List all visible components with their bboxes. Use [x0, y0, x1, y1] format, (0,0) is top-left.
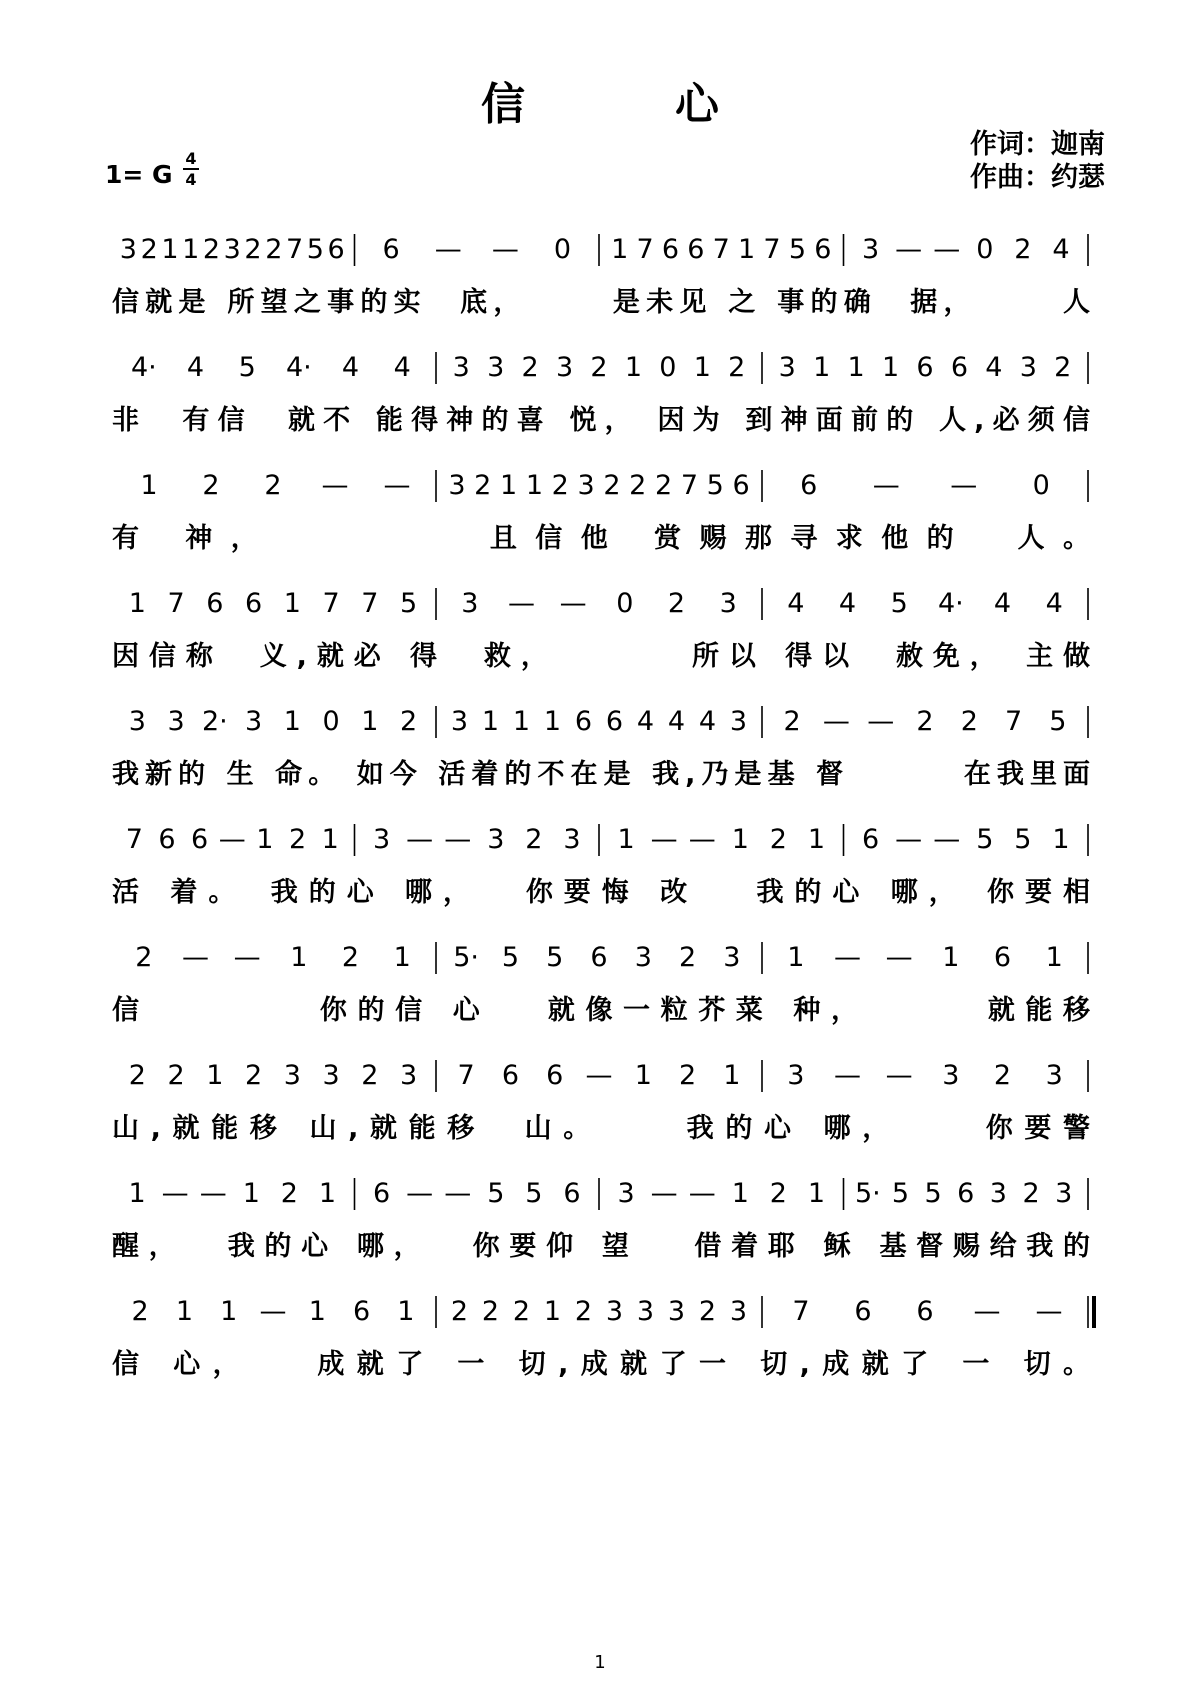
- note: 4: [186, 352, 205, 383]
- note: 2: [361, 1060, 379, 1091]
- note: 6: [546, 1060, 564, 1091]
- note: 2: [960, 706, 978, 737]
- note: 1: [290, 942, 308, 973]
- note: 2: [474, 470, 492, 501]
- note: 1: [256, 824, 274, 855]
- note: 2: [521, 352, 539, 383]
- note: 2: [993, 1060, 1012, 1091]
- note: 5: [400, 588, 418, 619]
- note: 4: [1052, 234, 1070, 265]
- note: 2: [698, 1296, 717, 1327]
- note: 5: [306, 234, 324, 265]
- note: 4·: [937, 588, 964, 619]
- dash-mark: —: [444, 1178, 472, 1209]
- note: 6: [563, 1178, 581, 1209]
- note: 3: [729, 706, 748, 737]
- note: 2: [140, 234, 158, 265]
- dash-mark: —: [199, 1178, 227, 1209]
- note: 5: [1014, 824, 1032, 855]
- note: 1: [738, 234, 756, 265]
- note: 2: [264, 470, 282, 501]
- note: 2: [265, 234, 283, 265]
- note: 4: [838, 588, 857, 619]
- note: 1: [624, 352, 643, 383]
- note: 1: [881, 352, 900, 383]
- lyricist: 作词：迦南: [970, 129, 1105, 160]
- note: 6: [916, 352, 934, 383]
- note: 2: [728, 352, 746, 383]
- note: 0: [976, 234, 994, 265]
- note: 5: [525, 1178, 543, 1209]
- dash-mark: —: [885, 942, 913, 973]
- note: 1: [283, 706, 301, 737]
- note: 1: [321, 824, 339, 855]
- note: 1: [182, 234, 200, 265]
- dash-mark: —: [559, 588, 587, 619]
- note: 3: [719, 588, 737, 619]
- note: 2: [244, 234, 262, 265]
- dash-mark: —: [491, 234, 519, 265]
- note: 2: [783, 706, 801, 737]
- note: 1: [731, 824, 749, 855]
- note: 3: [1055, 1178, 1073, 1209]
- dash-mark: —: [406, 1178, 434, 1209]
- note: 2: [481, 1296, 500, 1327]
- note: 5: [976, 824, 994, 855]
- note: 3: [487, 352, 505, 383]
- note: 3: [778, 352, 796, 383]
- note: 3: [322, 1060, 340, 1091]
- note: 1: [693, 352, 711, 383]
- note: 1: [220, 1296, 238, 1327]
- note: 7: [457, 1060, 475, 1091]
- title-char-2: 心: [675, 79, 719, 130]
- note: 3: [1045, 1060, 1063, 1091]
- note: 3: [461, 588, 479, 619]
- note: 1: [308, 1296, 326, 1327]
- staff-line: [112, 234, 1090, 318]
- note: 3: [167, 706, 185, 737]
- lyric-line: 活 着。 我的心 哪， 你要悔 改 我的心 哪， 你要相: [112, 877, 1090, 908]
- note: 2: [678, 1060, 697, 1091]
- note: 0: [553, 234, 572, 265]
- note: 6: [327, 234, 345, 265]
- note: 6: [957, 1178, 975, 1209]
- note: 6: [814, 234, 832, 265]
- note: 7: [322, 588, 340, 619]
- dash-mark: —: [834, 942, 861, 973]
- note: 6: [245, 588, 263, 619]
- note: 3: [452, 352, 470, 383]
- note: 3: [787, 1060, 805, 1091]
- note: 3: [634, 942, 652, 973]
- note: 6: [854, 1296, 872, 1327]
- dash-mark: —: [933, 824, 961, 855]
- note: 3: [119, 234, 137, 265]
- note: 2: [512, 1296, 531, 1327]
- note: 6: [206, 588, 224, 619]
- dash-mark: —: [233, 942, 261, 973]
- note: 1: [942, 942, 960, 973]
- lyric-line: 我新的 生 命。 如今 活着的不在是 我,乃是基 督 在我里面: [112, 759, 1090, 790]
- dash-mark: —: [218, 824, 246, 855]
- note: 6: [800, 470, 818, 501]
- note: 1: [807, 1178, 826, 1209]
- dash-mark: —: [508, 588, 535, 619]
- note: 3: [667, 1296, 686, 1327]
- staff-line: [112, 470, 1090, 554]
- note: 5: [788, 234, 807, 265]
- note: 3: [942, 1060, 960, 1091]
- note: 2: [167, 1060, 185, 1091]
- note: 2: [551, 470, 569, 501]
- dash-mark: —: [872, 470, 900, 501]
- dash-mark: —: [444, 824, 472, 855]
- note: 1: [206, 1060, 224, 1091]
- note: 2: [135, 942, 153, 973]
- note: 3: [605, 1296, 624, 1327]
- note: 3: [487, 824, 505, 855]
- dash-mark: —: [834, 1060, 861, 1091]
- note: 6: [191, 824, 209, 855]
- lyric-line: 醒， 我的心 哪， 你要仰 望 借着耶 稣 基督赐给我的: [112, 1231, 1090, 1262]
- note: 6: [605, 706, 624, 737]
- note: 6: [372, 1178, 391, 1209]
- dash-mark: —: [822, 706, 850, 737]
- dash-mark: —: [933, 234, 961, 265]
- staff-line: [112, 1178, 1090, 1262]
- note: 6: [661, 234, 680, 265]
- note: 1: [1045, 942, 1063, 973]
- lyric-line: 有 神， 且信他 赏赐那寻求他的 人。: [112, 523, 1090, 554]
- note: 1: [731, 1178, 749, 1209]
- note: 7: [636, 234, 654, 265]
- note: 4·: [130, 352, 157, 383]
- dash-mark: —: [259, 1296, 287, 1327]
- note: 2: [667, 588, 686, 619]
- note: 1: [397, 1296, 415, 1327]
- note: 2·: [201, 706, 228, 737]
- note: 7: [792, 1296, 810, 1327]
- note: 1: [242, 1178, 260, 1209]
- note: 0: [1032, 470, 1050, 501]
- staff-line: [112, 1296, 1094, 1380]
- staff-line: [112, 1060, 1090, 1144]
- note: 1: [634, 1060, 652, 1091]
- note: 5: [891, 1178, 910, 1209]
- note: 7: [763, 234, 781, 265]
- note: 1: [611, 234, 629, 265]
- time-signature-bottom: 4: [185, 170, 197, 189]
- note: 3: [555, 352, 574, 383]
- note: 7: [167, 588, 185, 619]
- note: 2: [202, 470, 220, 501]
- note: 3: [223, 234, 241, 265]
- note: 2: [678, 942, 697, 973]
- note: 1: [512, 706, 531, 737]
- title-char-1: 信: [481, 79, 525, 130]
- note: 6: [158, 824, 176, 855]
- lyric-line: 信就是 所望之事的实 底， 是未见 之 事的确 据， 人: [112, 287, 1090, 318]
- dash-mark: —: [585, 1060, 613, 1091]
- note: 3: [723, 942, 741, 973]
- note: 2: [654, 470, 673, 501]
- note: 7: [285, 234, 304, 265]
- note: 1: [525, 470, 544, 501]
- note: 2: [629, 470, 647, 501]
- dash-mark: —: [182, 942, 209, 973]
- dash-mark: —: [434, 234, 462, 265]
- note: 4: [698, 706, 717, 737]
- note: 1: [723, 1060, 741, 1091]
- note: 1: [1052, 824, 1070, 855]
- note: 1: [543, 1296, 562, 1327]
- note: 3: [636, 1296, 655, 1327]
- note: 4: [1045, 588, 1063, 619]
- note: 7: [680, 470, 699, 501]
- note: 7: [125, 824, 143, 855]
- dash-mark: —: [688, 824, 716, 855]
- note: 0: [616, 588, 634, 619]
- note: 3: [283, 1060, 301, 1091]
- note: 5·: [453, 942, 480, 973]
- note: 4: [341, 352, 360, 383]
- note: 2: [769, 824, 787, 855]
- note: 7: [712, 234, 730, 265]
- note: 1: [283, 588, 301, 619]
- note: 4: [985, 352, 1003, 383]
- note: 6: [574, 706, 593, 737]
- note: 6: [916, 1296, 934, 1327]
- note: 1: [393, 942, 411, 973]
- note: 5: [1049, 706, 1067, 737]
- note: 2: [769, 1178, 787, 1209]
- note: 3: [448, 470, 466, 501]
- note: 6: [501, 1060, 520, 1091]
- note: 1: [543, 706, 562, 737]
- note: 6: [732, 470, 750, 501]
- note: 3: [729, 1296, 748, 1327]
- staff-line: [112, 588, 1090, 672]
- note: 6: [382, 234, 400, 265]
- note: 0: [659, 352, 677, 383]
- note: 2: [280, 1178, 298, 1209]
- staff-line: [112, 352, 1090, 436]
- note: 1: [481, 706, 500, 737]
- dash-mark: —: [161, 1178, 189, 1209]
- page-number: 1: [594, 1652, 606, 1673]
- lyric-line: 信 你的信 心 就像一粒芥菜 种， 就能移: [112, 995, 1090, 1026]
- note: 1: [140, 470, 158, 501]
- note: 2: [916, 706, 934, 737]
- note: 3: [400, 1060, 418, 1091]
- note: 3: [563, 824, 581, 855]
- staff-line: [112, 824, 1090, 908]
- note: 3: [577, 470, 595, 501]
- note: 4·: [285, 352, 312, 383]
- note: 3: [372, 824, 391, 855]
- dash-mark: —: [1035, 1296, 1063, 1327]
- dash-mark: —: [406, 824, 434, 855]
- note: 4: [993, 588, 1012, 619]
- note: 1: [499, 470, 518, 501]
- note: 6: [687, 234, 705, 265]
- key-signature: 1= G: [105, 160, 173, 189]
- note: 5: [706, 470, 724, 501]
- note: 6: [861, 824, 880, 855]
- note: 3: [245, 706, 263, 737]
- time-signature-top: 4: [185, 149, 197, 168]
- note: 7: [361, 588, 379, 619]
- note: 1: [161, 234, 179, 265]
- note: 1: [813, 352, 831, 383]
- note: 4: [636, 706, 655, 737]
- staff-line: [112, 706, 1090, 790]
- dash-mark: —: [895, 234, 923, 265]
- dash-mark: —: [867, 706, 895, 737]
- note: 2: [400, 706, 418, 737]
- note: 5: [501, 942, 520, 973]
- note: 2: [245, 1060, 263, 1091]
- note: 5: [546, 942, 564, 973]
- composer: 作曲：约瑟: [970, 162, 1105, 193]
- dash-mark: —: [973, 1296, 1001, 1327]
- note: 5·: [854, 1178, 881, 1209]
- note: 2: [450, 1296, 469, 1327]
- note: 2: [341, 942, 360, 973]
- note: 1: [128, 588, 146, 619]
- dash-mark: —: [383, 470, 411, 501]
- note: 4: [787, 588, 805, 619]
- dash-mark: —: [688, 1178, 716, 1209]
- note: 1: [175, 1296, 194, 1327]
- note: 1: [617, 824, 635, 855]
- note: 5: [890, 588, 908, 619]
- dash-mark: —: [885, 1060, 913, 1091]
- note: 2: [131, 1296, 149, 1327]
- note: 3: [989, 1178, 1007, 1209]
- note: 6: [950, 352, 969, 383]
- note: 6: [352, 1296, 371, 1327]
- lyric-line: 因信称 义,就必 得 救， 所以 得以 赦免， 主做: [112, 641, 1090, 672]
- note: 2: [590, 352, 608, 383]
- note: 4: [393, 352, 411, 383]
- lyric-line: 信 心， 成就了 一 切,成就了一 切,成就了 一 切。: [112, 1349, 1090, 1380]
- note: 1: [128, 1178, 146, 1209]
- note: 2: [574, 1296, 593, 1327]
- note: 3: [617, 1178, 635, 1209]
- note: 2: [603, 470, 621, 501]
- staff-line: [112, 942, 1091, 1026]
- note: 4: [667, 706, 686, 737]
- note: 6: [590, 942, 608, 973]
- dash-mark: —: [950, 470, 978, 501]
- note: 3: [1019, 352, 1037, 383]
- note: 2: [1054, 352, 1072, 383]
- dash-mark: —: [650, 1178, 678, 1209]
- dash-mark: —: [650, 824, 678, 855]
- note: 2: [288, 824, 307, 855]
- note: 2: [525, 824, 543, 855]
- note: 6: [993, 942, 1012, 973]
- note: 1: [847, 352, 865, 383]
- note: 3: [450, 706, 469, 737]
- note: 1: [318, 1178, 337, 1209]
- note: 5: [924, 1178, 942, 1209]
- note: 5: [238, 352, 256, 383]
- dash-mark: —: [895, 824, 923, 855]
- note: 3: [861, 234, 880, 265]
- lyric-line: 山,就能移 山,就能移 山。 我的心 哪， 你要警: [112, 1113, 1090, 1144]
- note: 3: [128, 706, 146, 737]
- note: 5: [487, 1178, 505, 1209]
- note: 7: [1004, 706, 1023, 737]
- note: 1: [807, 824, 826, 855]
- note: 1: [361, 706, 379, 737]
- dash-mark: —: [321, 470, 349, 501]
- note: 2: [1014, 234, 1032, 265]
- note: 2: [128, 1060, 146, 1091]
- note: 1: [787, 942, 805, 973]
- note: 0: [322, 706, 340, 737]
- lyric-line: 非 有信 就不 能得神的喜 悦， 因为 到神面前的 人,必须信: [112, 405, 1090, 436]
- note: 2: [202, 234, 221, 265]
- note: 2: [1022, 1178, 1040, 1209]
